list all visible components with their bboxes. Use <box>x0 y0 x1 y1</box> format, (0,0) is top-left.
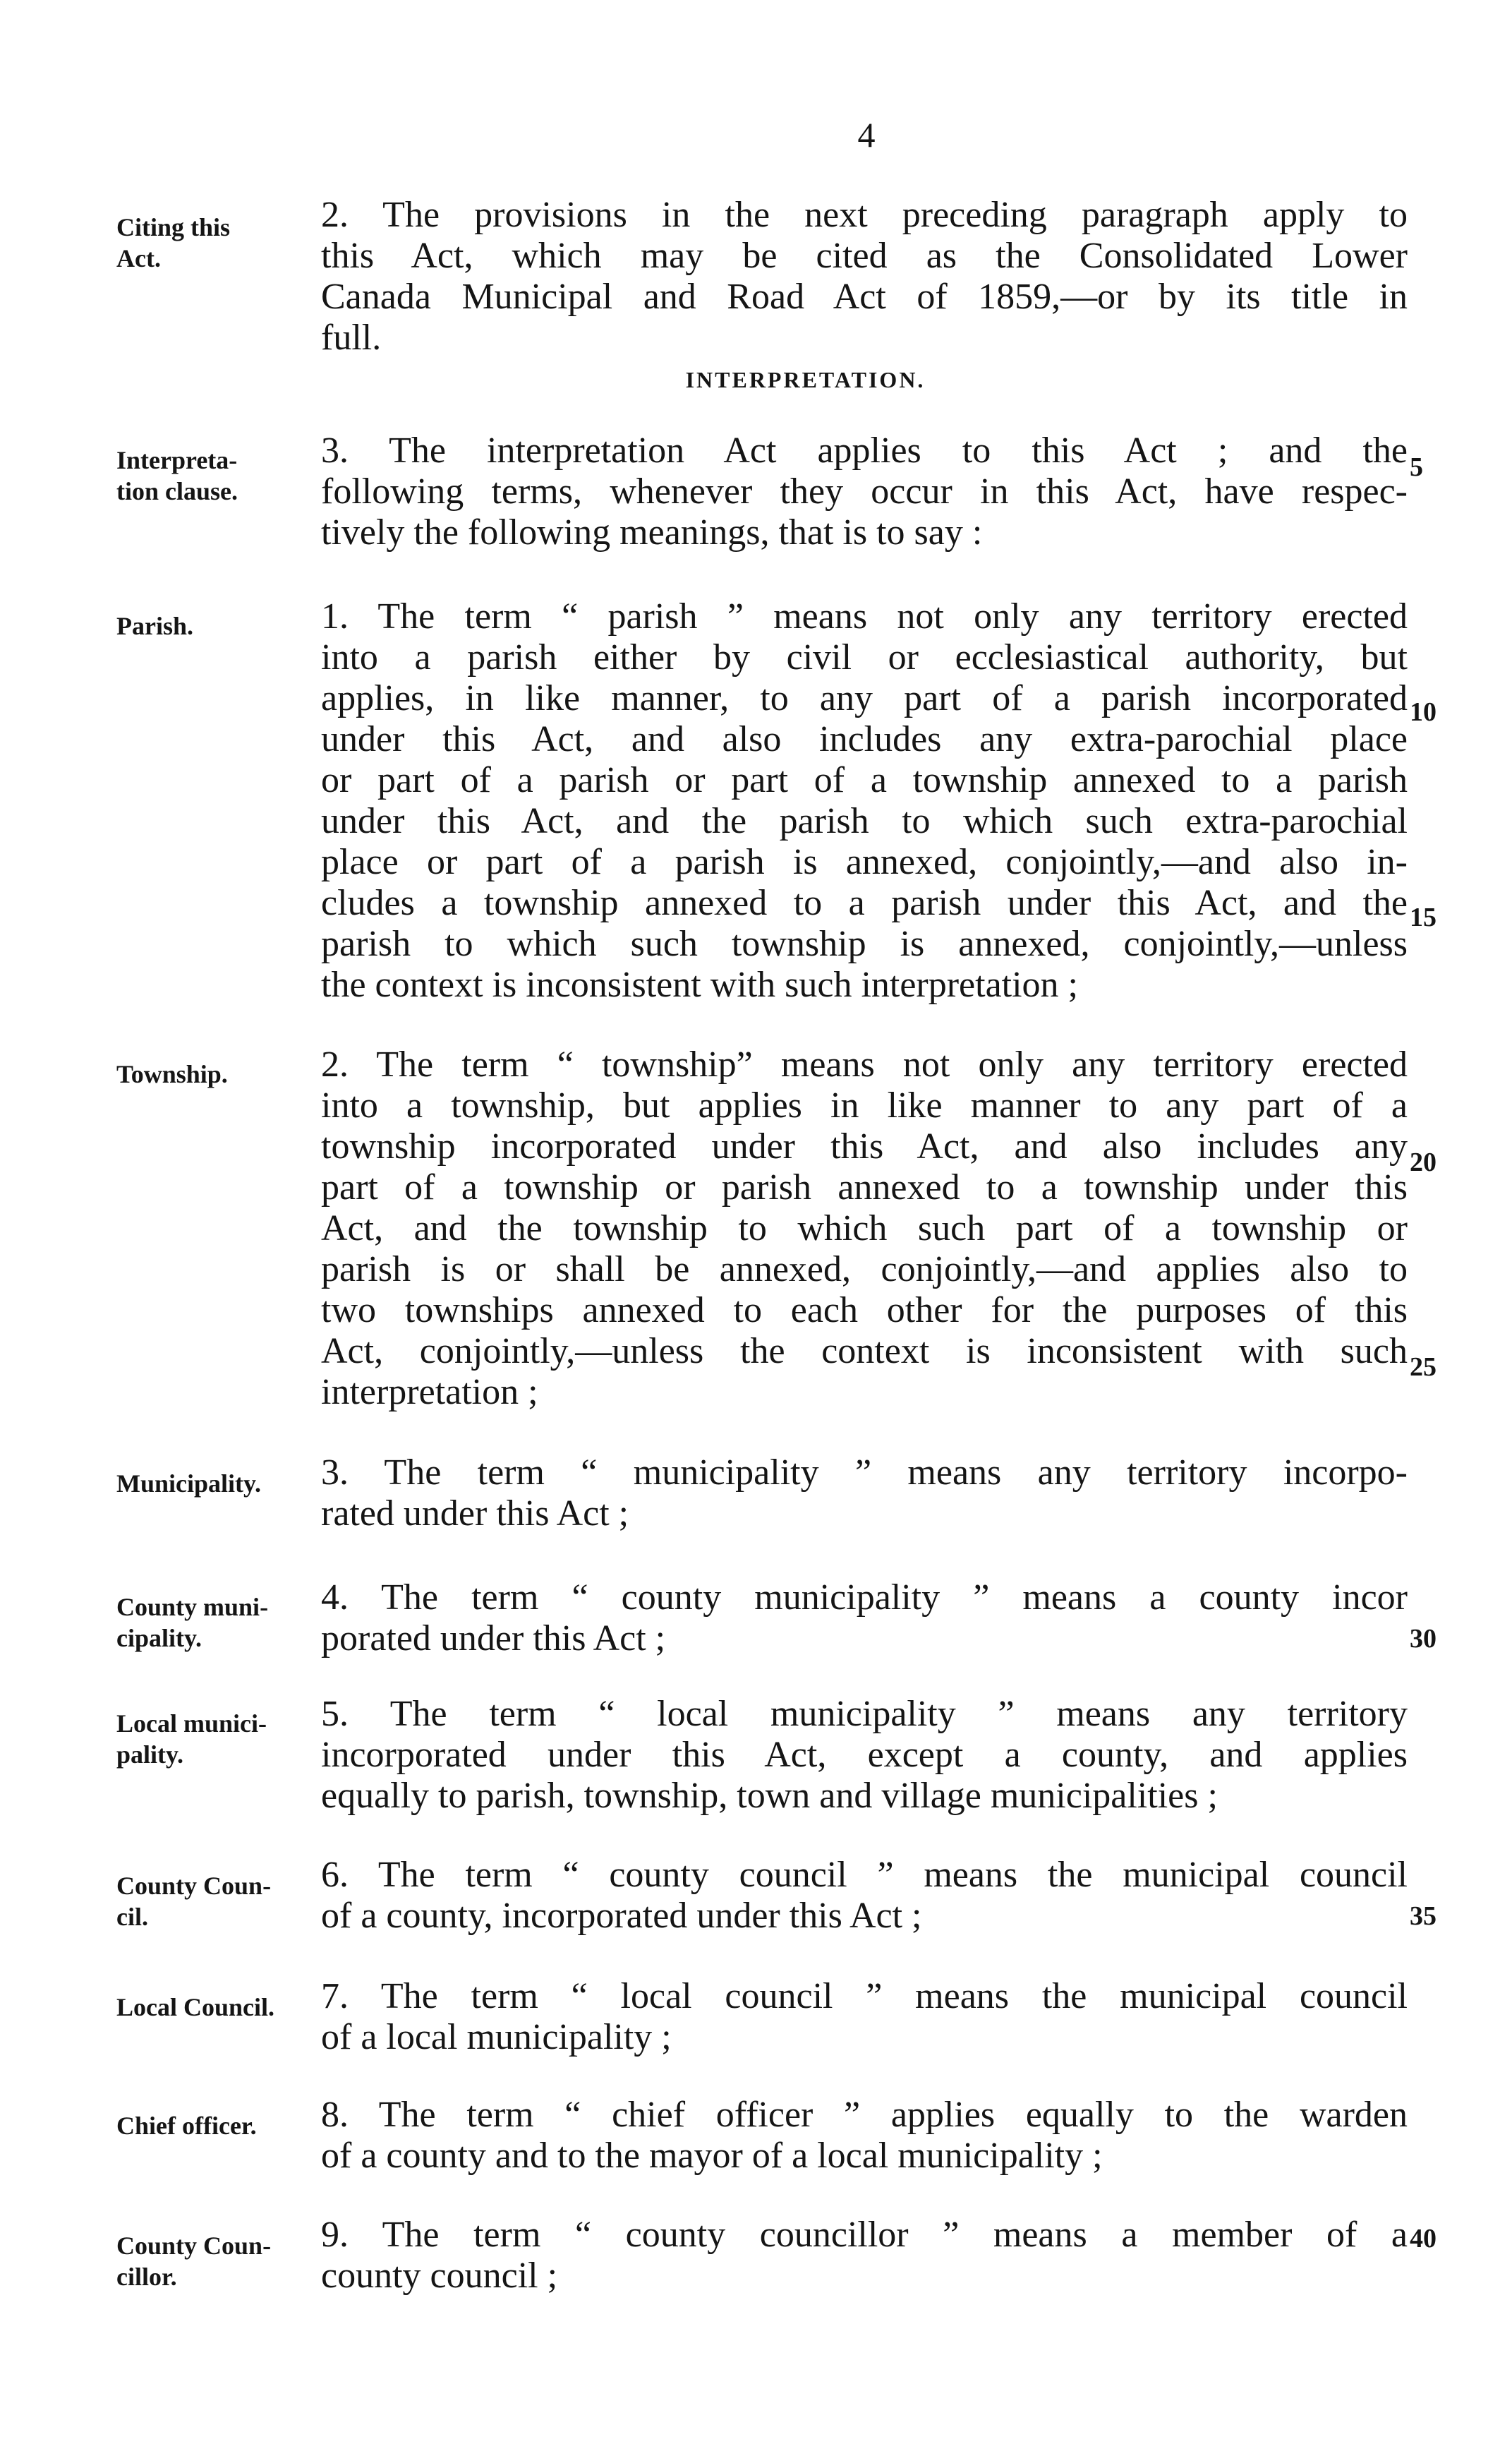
line-number: 35 <box>1410 1901 1437 1931</box>
paragraph-municipality: 3. The term “ municipality ” means any territory incorpo- rated under this Act ; <box>321 1452 1408 1534</box>
margin-note-county-council: County Coun- cil. <box>116 1872 272 1931</box>
margin-note-township: Township. <box>116 1060 228 1088</box>
page-number: 4 <box>857 115 876 155</box>
paragraph-county-municipality: 4. The term “ county municipality ” means a county incor porated under this Act ; <box>321 1577 1408 1659</box>
paragraph-interpretation-clause: 3. The interpretation Act applies to this Act ; and the following terms, whenever they occur in this Act, have respec- tively the following meanings, that is to say : <box>321 431 1408 553</box>
margin-note-parish: Parish. <box>116 612 194 640</box>
margin-note-interpretation-clause: Interpreta- tion clause. <box>116 446 238 505</box>
margin-note-county-municipality: County muni- cipality. <box>116 1593 269 1652</box>
line-number: 40 <box>1410 2224 1437 2253</box>
margin-note-citing-act: Citing this Act. <box>116 213 231 272</box>
section-heading: INTERPRETATION. <box>685 367 926 392</box>
margin-note-county-councillor: County Coun- cillor. <box>116 2232 272 2291</box>
paragraph-township: 2. The term “ township” means not only any territory erected into a township, but applies in like manner to any part of a township incorporated under this Act, and also includes any part of a township or parish annexed to a township under this Act, and the township to which such part of a township or parish is or shall be annexed, conjointly,—and applies also to two townships annexed to each other for the purposes of this Act, conjointly,—unless the context is inconsistent with such interpretation ; <box>321 1045 1408 1412</box>
line-number: 15 <box>1410 903 1437 932</box>
paragraph-local-council: 7. The term “ local council ” means the municipal council of a local municipality ; <box>321 1976 1408 2057</box>
paragraph-parish: 1. The term “ parish ” means not only any territory erected into a parish either by civil or ecclesiastical authority, but applies, in like manner, to any part of a parish incorporated under this Act, and also includes any extra-parochial place or part of a parish or part of a township annexed to a parish under this Act, and the parish to which such extra-parochial place or part of a parish is annexed, conjointly,—and also in- cludes a township annexed to a parish under this Act, and the parish to which such township is annexed, conjointly,—unless the context is inconsistent with such interpretation ; <box>321 596 1408 1005</box>
line-number: 5 <box>1410 452 1423 482</box>
paragraph-county-councillor: 9. The term “ county councillor ” means a member of a county council ; <box>321 2215 1408 2296</box>
margin-note-municipality: Municipality. <box>116 1469 262 1498</box>
margin-note-local-municipality: Local munici- pality. <box>116 1709 267 1769</box>
paragraph-local-municipality: 5. The term “ local municipality ” means any territory incorporated under this Act, except a county, and applies equally to parish, township, town and village municipalities ; <box>321 1694 1408 1816</box>
line-number: 30 <box>1410 1624 1437 1654</box>
paragraph-county-council: 6. The term “ county council ” means the municipal council of a county, incorporated under this Act ; <box>321 1855 1408 1936</box>
line-number: 20 <box>1410 1148 1437 1177</box>
margin-note-chief-officer: Chief officer. <box>116 2112 257 2140</box>
line-number: 10 <box>1410 697 1437 727</box>
margin-note-local-council: Local Council. <box>116 1993 275 2021</box>
paragraph-chief-officer: 8. The term “ chief officer ” applies equally to the warden of a county and to the mayor of a local municipality ; <box>321 2095 1408 2176</box>
line-number: 25 <box>1410 1352 1437 1382</box>
paragraph-citing-act: 2. The provisions in the next preceding paragraph apply to this Act, which may be cited as the Consolidated Lower Canada Municipal and Road Act of 1859,—or by its title in full. <box>321 195 1408 358</box>
